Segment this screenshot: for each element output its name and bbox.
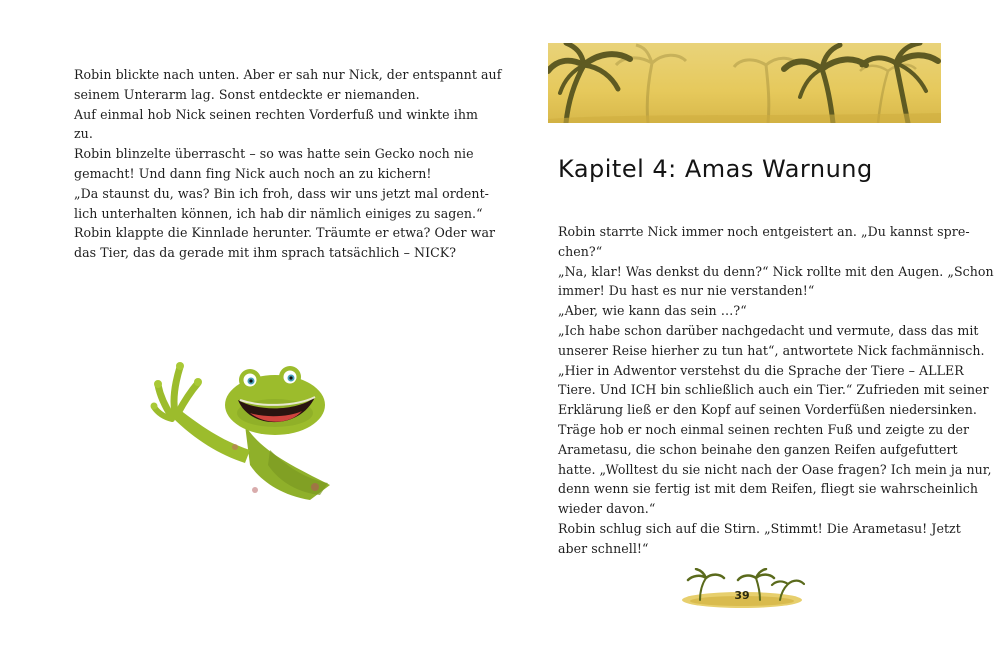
text-line: „Aber, wie kann das sein …?“ bbox=[558, 303, 747, 319]
text-line: seinem Unterarm lag. Sonst entdeckte er niemanden. bbox=[74, 86, 420, 102]
right-page bbox=[500, 0, 1000, 647]
left-page-text bbox=[74, 65, 502, 263]
text-line: Auf einmal hob Nick seinen rechten Vorderfuß und winkte ihm bbox=[74, 106, 478, 122]
waving-gecko-illustration bbox=[150, 355, 340, 505]
text-line: Erklärung ließ er den Kopf auf seinen Vorderfüßen niedersinken. bbox=[558, 402, 977, 418]
page-number: 39 bbox=[734, 589, 750, 602]
text-line: unserer Reise hierher zu tun hat“, antwortete Nick fachmännisch. bbox=[558, 342, 985, 358]
palm-banner-illustration bbox=[548, 43, 941, 123]
text-line: „Hier in Adwentor verstehst du die Sprache der Tiere – ALLER bbox=[558, 362, 964, 378]
text-line: wieder davon.“ bbox=[558, 501, 656, 517]
text-line: Tiere. Und ICH bin schließlich auch ein Tier.“ Zufrieden mit seiner bbox=[558, 382, 989, 398]
text-line: lich unterhalten können, ich hab dir nämlich einiges zu sagen.“ bbox=[74, 205, 483, 221]
text-line: chen?“ bbox=[558, 243, 603, 259]
text-line: das Tier, das da gerade mit ihm sprach tatsächlich – NICK? bbox=[74, 245, 457, 261]
text-line: denn wenn sie fertig ist mit dem Reifen, fliegt sie wahrscheinlich bbox=[558, 481, 979, 497]
text-line: „Na, klar! Was denkst du denn?“ Nick rollte mit den Augen. „Schon bbox=[558, 263, 994, 279]
text-line: immer! Du hast es nur nie verstanden!“ bbox=[558, 283, 815, 299]
right-page-text bbox=[558, 222, 994, 559]
text-line: Robin klappte die Kinnlade herunter. Träumte er etwa? Oder war bbox=[74, 225, 496, 241]
text-line: Robin blinzelte überrascht – so was hatte sein Gecko noch nie bbox=[74, 146, 474, 162]
text-line: hatte. „Wolltest du sie nicht nach der Oase fragen? Ich mein ja nur, bbox=[558, 461, 992, 477]
text-line: „Da staunst du, was? Bin ich froh, dass wir uns jetzt mal ordent- bbox=[74, 185, 489, 201]
text-line: „Ich habe schon darüber nachgedacht und vermute, dass das mit bbox=[558, 322, 979, 338]
text-line: Robin blickte nach unten. Aber er sah nur Nick, der entspannt auf bbox=[74, 67, 502, 82]
text-line: Robin starrte Nick immer noch entgeistert an. „Du kannst spre- bbox=[558, 224, 970, 239]
text-line: aber schnell!“ bbox=[558, 540, 649, 556]
text-line: zu. bbox=[74, 126, 93, 142]
chapter-title: Kapitel 4: Amas Warnung bbox=[558, 155, 873, 183]
text-line: Träge hob er noch einmal seinen rechten Fuß und zeigte zu der bbox=[558, 421, 970, 437]
text-line: gemacht! Und dann fing Nick auch noch an zu kichern! bbox=[74, 165, 432, 181]
text-line: Arametasu, die schon beinahe den ganzen Reifen aufgefuttert bbox=[558, 441, 958, 457]
text-line: Robin schlug sich auf die Stirn. „Stimmt! Die Arametasu! Jetzt bbox=[558, 520, 961, 536]
